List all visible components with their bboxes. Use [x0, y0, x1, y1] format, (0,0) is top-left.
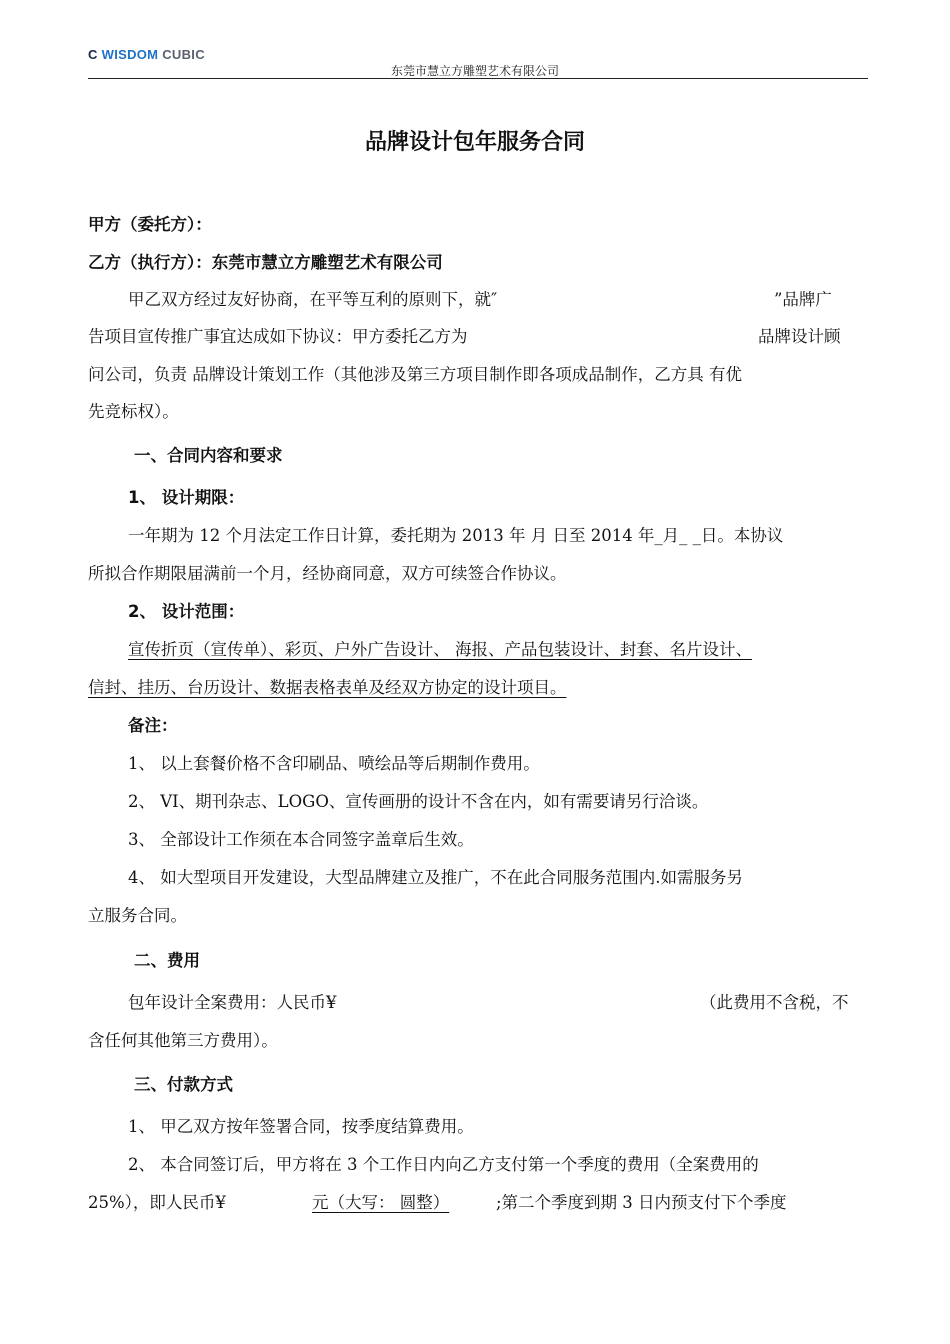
note-3: 3、 全部设计工作须在本合同签字盖章后生效。 — [128, 830, 474, 849]
intro-line-2a: 告项目宣传推广事宜达成如下协议：甲方委托乙方为 — [88, 327, 468, 346]
fee-line-1b: （此费用不含税，不 — [700, 993, 849, 1012]
term-line-2: 所拟合作期限届满前一个月，经协商同意，双方可续签合作协议。 — [88, 564, 567, 583]
note-4a: 4、 如大型项目开发建设，大型品牌建立及推广，不在此合同服务范围内.如需服务另 — [128, 868, 743, 887]
intro-line-3: 问公司，负责 品牌设计策划工作（其他涉及第三方项目制作即各项成品制作，乙方具 有优 — [88, 365, 742, 384]
logo-c: C — [88, 47, 98, 62]
term-line-1: 一年期为 12 个月法定工作日计算，委托期为 2013 年 月 日至 2014 年_月_ _日。本协议 — [128, 526, 784, 545]
payment-line-2: 2、 本合同签订后，甲方将在 3 个工作日内向乙方支付第一个季度的费用（全案费用的 — [128, 1155, 759, 1174]
intro-line-1b: ”品牌广 — [774, 290, 832, 309]
note-4b: 立服务合同。 — [88, 906, 187, 925]
scope-line-1: 宣传折页（宣传单）、彩页、户外广告设计、 海报、产品包装设计、封套、名片设计、 — [128, 640, 752, 659]
intro-line-2b: 品牌设计顾 — [758, 327, 841, 346]
payment-line-3b: 元（大写： 圆整） — [312, 1193, 450, 1212]
intro-line-4: 先竞标权）。 — [88, 402, 179, 421]
logo-cubic: CUBIC — [162, 47, 205, 62]
note-label: 备注： — [128, 716, 178, 735]
header-rule — [88, 78, 868, 79]
document-title: 品牌设计包年服务合同 — [364, 130, 585, 155]
section-1-sub-1: 1、 设计期限： — [128, 488, 245, 507]
section-1-heading: 一、合同内容和要求 — [134, 446, 283, 465]
scope-line-2: 信封、挂历、台历设计、数据表格表单及经双方协定的设计项目。 — [88, 678, 567, 697]
party-b: 乙方（执行方）：东莞市慧立方雕塑艺术有限公司 — [88, 253, 443, 272]
section-2-heading: 二、费用 — [134, 951, 200, 970]
fee-line-2: 含任何其他第三方费用）。 — [88, 1031, 278, 1050]
note-1: 1、 以上套餐价格不含印刷品、喷绘品等后期制作费用。 — [128, 754, 540, 773]
fee-line-1a: 包年设计全案费用：人民币¥ — [128, 993, 337, 1012]
company-logo — [88, 47, 205, 62]
payment-line-3a: 25%），即人民币¥ — [88, 1193, 226, 1212]
note-2: 2、 VI、期刊杂志、LOGO、宣传画册的设计不含在内，如有需要请另行洽谈。 — [128, 792, 709, 811]
payment-line-1: 1、 甲乙双方按年签署合同，按季度结算费用。 — [128, 1117, 474, 1136]
payment-line-3c: ;第二个季度到期 3 日内预支付下个季度 — [496, 1193, 787, 1212]
party-a: 甲方（委托方）： — [88, 215, 212, 234]
intro-line-1a: 甲乙双方经过友好协商，在平等互利的原则下，就″ — [128, 290, 498, 309]
header-company: 东莞市慧立方雕塑艺术有限公司 — [390, 64, 559, 78]
section-3-heading: 三、付款方式 — [134, 1075, 233, 1094]
section-1-sub-2: 2、 设计范围： — [128, 602, 245, 621]
logo-wisdom: WISDOM — [101, 47, 159, 62]
